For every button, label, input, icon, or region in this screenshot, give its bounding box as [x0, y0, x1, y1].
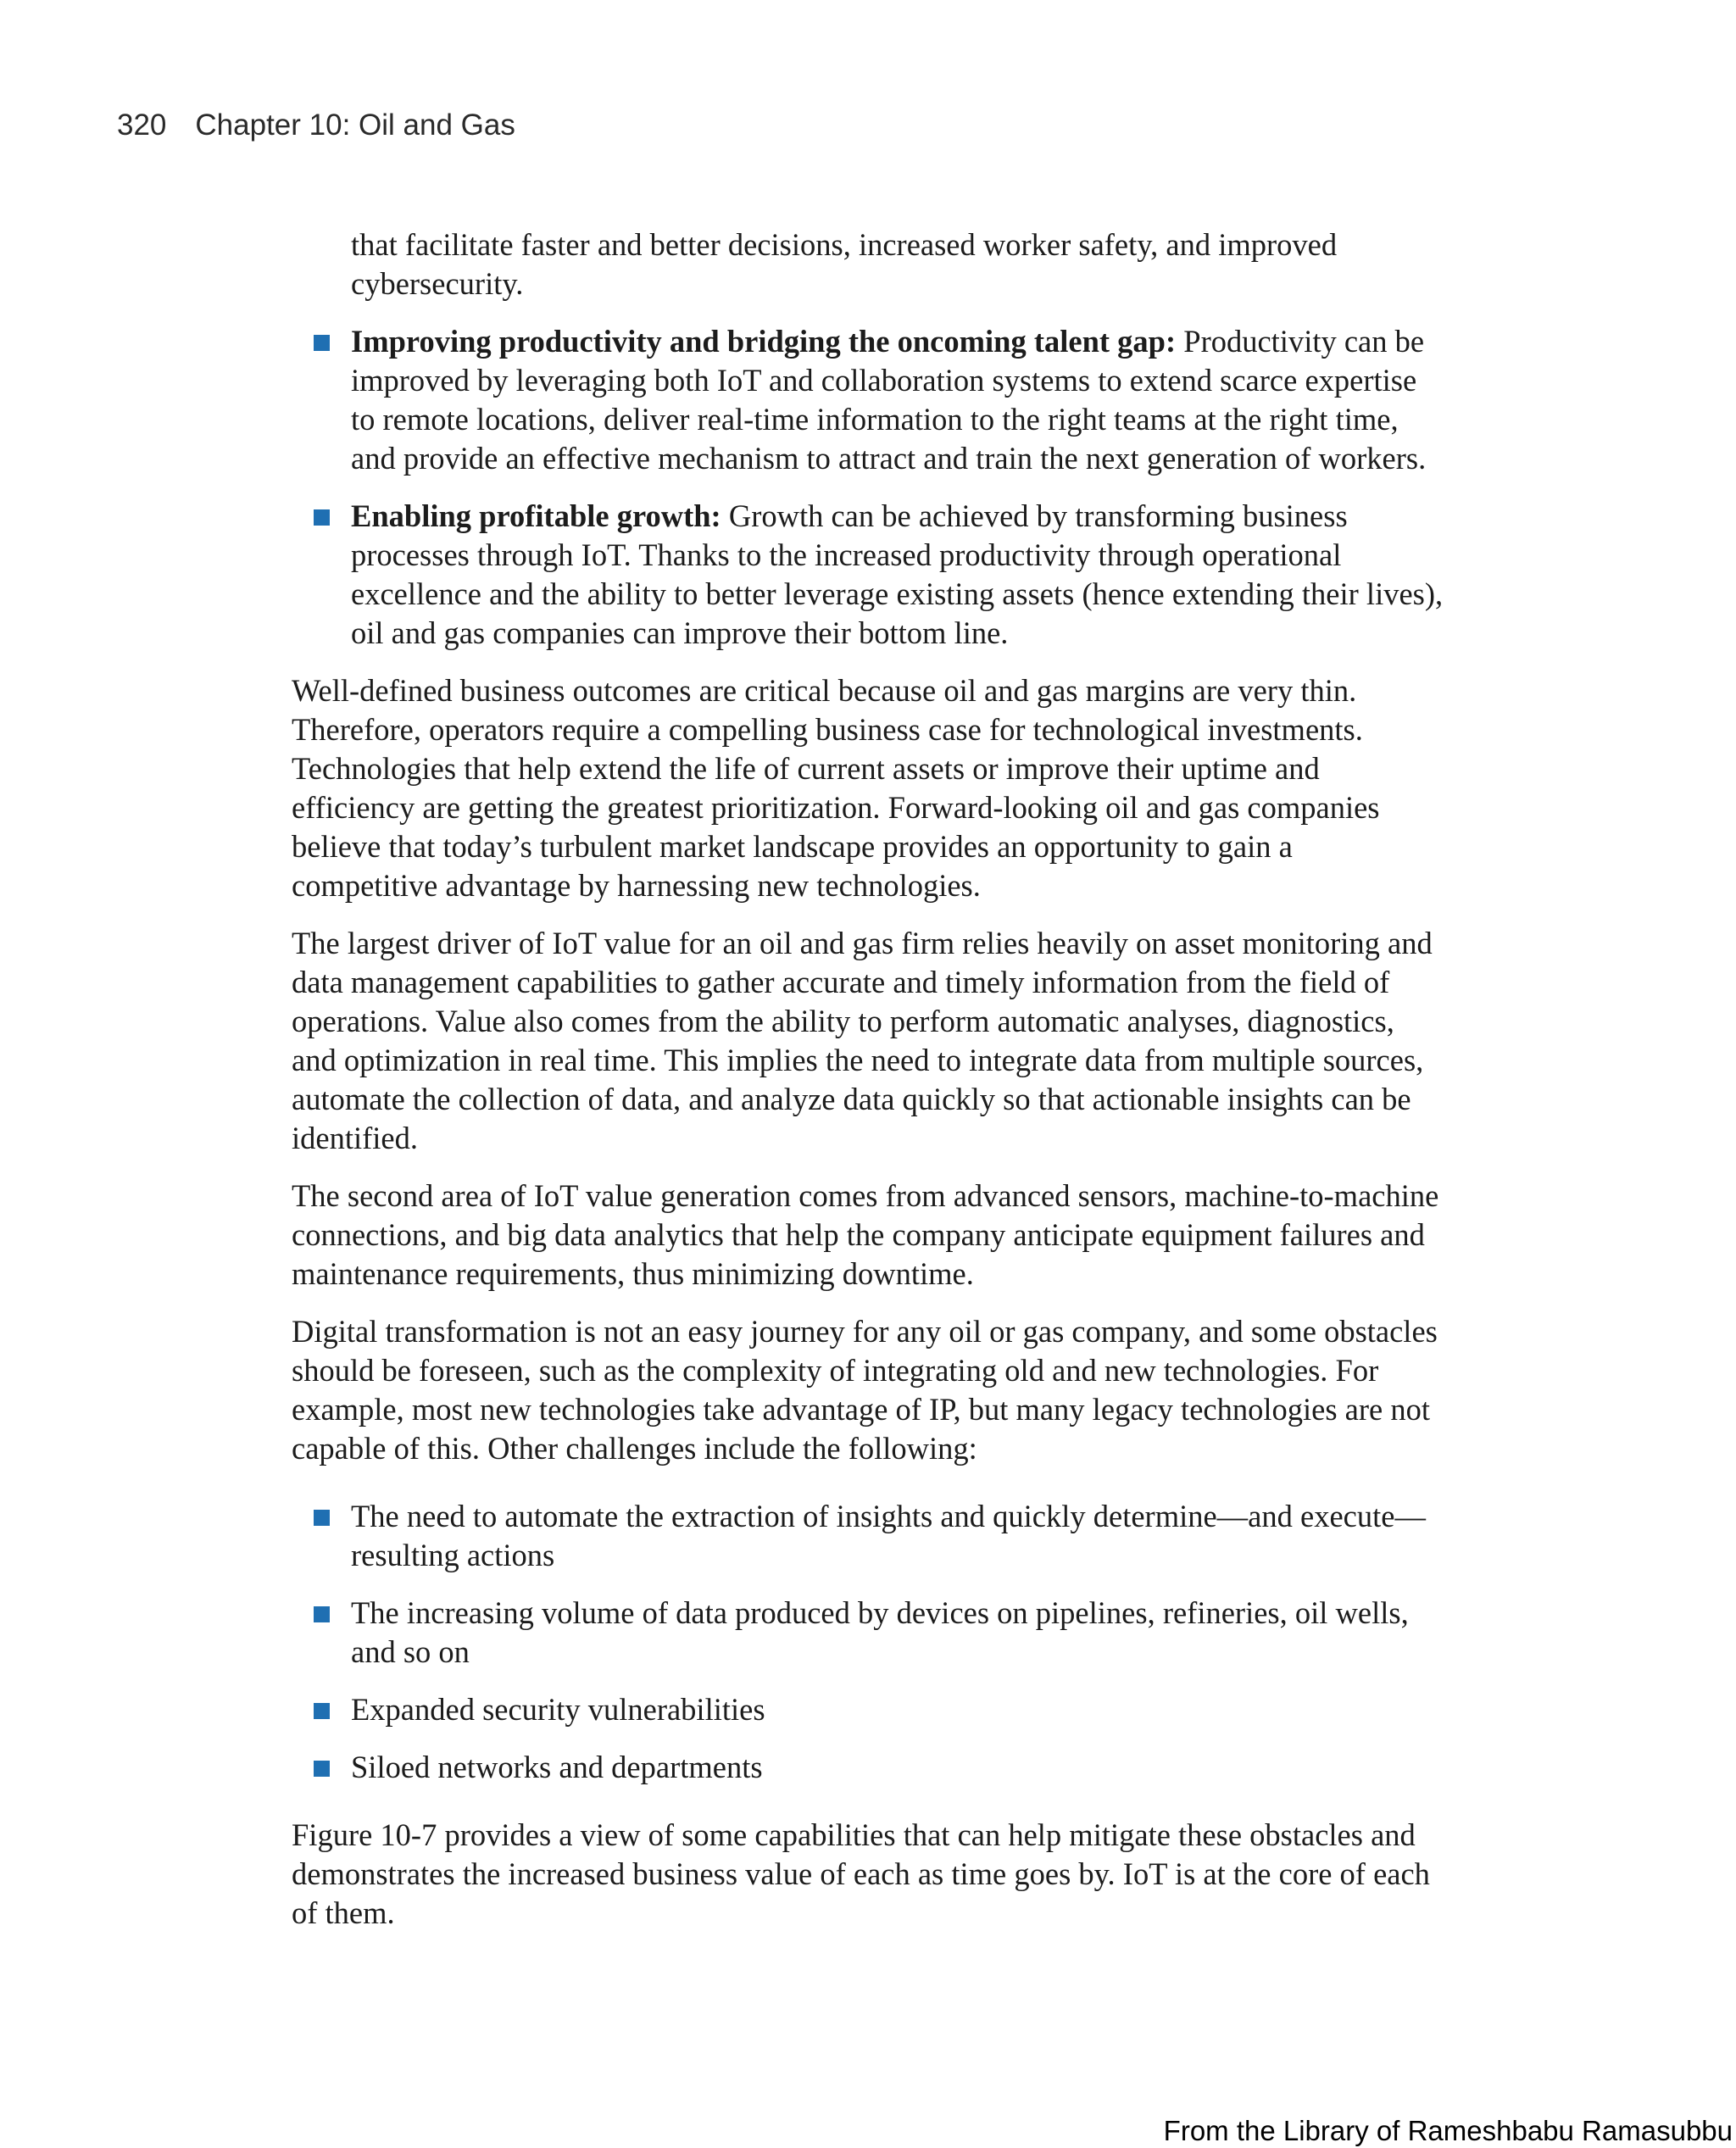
paragraph: Digital transformation is not an easy journey for any oil or gas company, and some obstacles should be foreseen, such as the complexity of integrating old and new technologies. For example, most new technologies take advantage of IP, but many legacy technologies are not capable of this. Other challenges include the following: [292, 1314, 1438, 1466]
square-bullet-icon [314, 509, 330, 526]
square-bullet-icon [314, 1703, 330, 1719]
goal-item [292, 322, 1444, 478]
goal-title: Improving productivity and bridging the oncoming talent gap: [351, 324, 1177, 359]
chapter-title: Chapter 10: Oil and Gas [195, 109, 515, 142]
challenge-item [292, 1748, 1444, 1787]
page-header [117, 109, 515, 142]
goal-text: Productivity can be improved by leveraging both IoT and collaboration systems to extend scarce expertise to remote locations, deliver real-time information to the right teams at the right time, and provide an effective mechanism to attract and train the next generation of workers. [351, 324, 1427, 476]
challenge-item [292, 1690, 1444, 1729]
page-body [292, 225, 1444, 1951]
paragraph: Well-defined business outcomes are critical because oil and gas margins are very thin. Therefore, operators require a compelling business case for technological investments. Technologies that help extend the life of current assets or improve their uptime and efficiency are getting the greatest prioritization. Forward-looking oil and gas companies believe that today’s turbulent market landscape provides an opportunity to gain a competitive advantage by harnessing new technologies. [292, 673, 1380, 903]
goal-item [292, 497, 1444, 653]
square-bullet-icon [314, 335, 330, 351]
closing-paragraph: Figure 10-7 provides a view of some capabilities that can help mitigate these obstacles and demonstrates the increased business value of each as time goes by. IoT is at the core of each of them. [292, 1817, 1430, 1930]
square-bullet-icon [314, 1606, 330, 1622]
challenge-item [292, 1497, 1444, 1575]
challenge-text: Expanded security vulnerabilities [351, 1692, 765, 1727]
square-bullet-icon [314, 1761, 330, 1777]
challenge-text: The need to automate the extraction of insights and quickly determine—and execute—resulting actions [351, 1499, 1426, 1572]
paragraph: The second area of IoT value generation comes from advanced sensors, machine-to-machine connections, and big data analytics that help the company anticipate equipment failures and maintenance requirements, thus minimizing downtime. [292, 1178, 1439, 1291]
challenges-list [292, 1497, 1444, 1787]
goals-list [292, 322, 1444, 653]
library-footer: From the Library of Rameshbabu Ramasubbu [1163, 2115, 1733, 2146]
goal-text: Growth can be achieved by transforming business processes through IoT. Thanks to the increased productivity through operational excellence and the ability to better leverage existing assets (hence extending their lives), oil and gas companies can improve their bottom line. [351, 498, 1444, 650]
page-number: 320 [117, 109, 167, 142]
challenge-text: The increasing volume of data produced by devices on pipelines, refineries, oil wells, and so on [351, 1595, 1409, 1669]
goal-title: Enabling profitable growth: [351, 498, 721, 533]
continued-bullet-text: that facilitate faster and better decisions, increased worker safety, and improved cybersecurity. [351, 227, 1338, 301]
challenge-item [292, 1594, 1444, 1672]
challenge-text: Siloed networks and departments [351, 1750, 763, 1784]
paragraph: The largest driver of IoT value for an oil and gas firm relies heavily on asset monitoring and data management capabilities to gather accurate and timely information from the field of operations. Value also comes from the ability to perform automatic analyses, diagnostics, and optimization in real time. This implies the need to integrate data from multiple sources, automate the collection of data, and analyze data quickly so that actionable insights can be identified. [292, 926, 1433, 1155]
square-bullet-icon [314, 1510, 330, 1526]
